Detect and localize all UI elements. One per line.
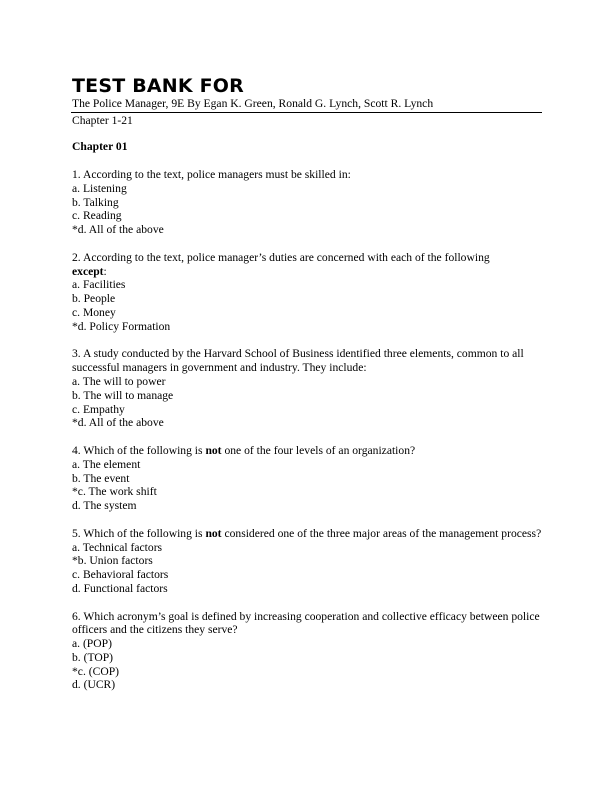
question-stem: [72, 168, 542, 182]
question-stem: [72, 251, 542, 279]
question-stem: [72, 444, 542, 458]
question-number: 4: [72, 443, 78, 457]
option: c. Money: [72, 305, 116, 319]
question-text: . A study conducted by the Harvard School of Business identified three elements, common to all successful managers in government and industry. They include:: [72, 347, 524, 375]
question-text: . According to the text, police manager’s duties are concerned with each of the following: [77, 250, 490, 264]
question-emphasis: except: [72, 264, 104, 278]
option-correct: *c. (COP): [72, 664, 120, 678]
question-text-end: :: [103, 264, 107, 278]
book-subtitle: The Police Manager, 9E By Egan K. Green, Ronald G. Lynch, Scott R. Lynch: [72, 97, 434, 110]
question-3: [72, 347, 542, 430]
question-stem: [72, 610, 542, 638]
question-5: [72, 527, 542, 596]
question-text: . Which acronym’s goal is defined by increasing cooperation and collective efficacy between police officers and the citizens they serve?: [72, 609, 540, 637]
option: d. Functional factors: [72, 581, 168, 595]
question-list: [72, 168, 542, 706]
question-text: . According to the text, police managers must be skilled in:: [77, 168, 351, 181]
question-text-end: one of the four levels of an organization?: [224, 443, 416, 457]
question-stem: [72, 347, 542, 375]
question-2: [72, 251, 542, 334]
option: a. The element: [72, 457, 141, 471]
option-correct: *d. All of the above: [72, 223, 164, 237]
option: b. Talking: [72, 195, 119, 209]
option: a. Technical factors: [72, 540, 163, 554]
option: c. Behavioral factors: [72, 568, 169, 582]
question-text-end: considered one of the three major areas of the management process?: [224, 526, 542, 540]
option: b. People: [72, 292, 116, 306]
question-number: 3: [72, 347, 78, 361]
option: a. Listening: [72, 181, 127, 195]
question-6: [72, 610, 542, 693]
option: b. (TOP): [72, 650, 114, 664]
question-4: [72, 444, 542, 513]
option-correct: *c. The work shift: [72, 485, 157, 499]
option: a. The will to power: [72, 374, 166, 388]
question-emphasis: not: [205, 443, 222, 457]
question-number: 2: [72, 250, 78, 264]
option: d. (UCR): [72, 678, 116, 692]
question-text: . Which of the following is: [77, 443, 203, 457]
option: b. The will to manage: [72, 388, 174, 402]
chapter-range: Chapter 1-21: [72, 114, 133, 127]
question-emphasis: not: [205, 526, 222, 540]
header-divider: [71, 112, 542, 113]
chapter-heading: Chapter 01: [72, 140, 128, 153]
option: a. Facilities: [72, 278, 126, 292]
option: c. Reading: [72, 209, 122, 223]
option: a. (POP): [72, 637, 112, 651]
document-title: TEST BANK FOR: [72, 75, 244, 97]
option: d. The system: [72, 499, 137, 513]
option: c. Empathy: [72, 402, 125, 416]
question-number: 5: [72, 526, 78, 540]
question-number: 1: [72, 168, 78, 181]
question-text: . Which of the following is: [77, 526, 203, 540]
option: b. The event: [72, 471, 130, 485]
option-correct: *d. All of the above: [72, 416, 164, 430]
question-1: [72, 168, 542, 237]
option-correct: *b. Union factors: [72, 554, 153, 568]
question-stem: [72, 527, 542, 541]
option-correct: *d. Policy Formation: [72, 319, 171, 333]
question-number: 6: [72, 609, 78, 623]
